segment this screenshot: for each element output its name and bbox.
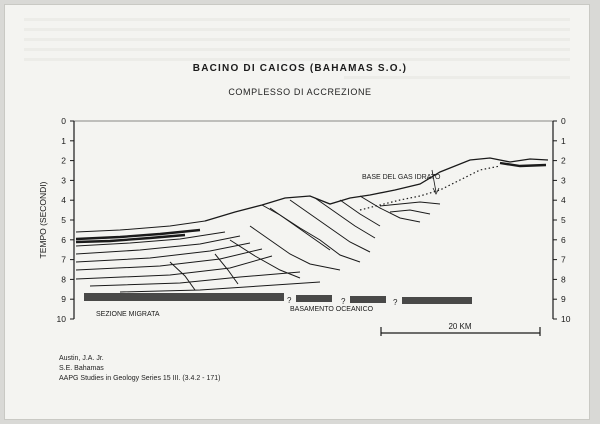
left-tick-label: 9 xyxy=(61,294,66,305)
gas-hydrate-label: BASE DEL GAS IDRATO xyxy=(362,174,441,181)
right-tick-label: 10 xyxy=(561,314,571,324)
thrust-sheet-line xyxy=(360,196,420,222)
scale-bar-label: 20 KM xyxy=(448,322,472,331)
question-mark-label: ? xyxy=(393,298,398,307)
figure-caption xyxy=(59,354,220,384)
oceanic-basement-label: BASAMENTO OCEANICO xyxy=(290,306,374,313)
right-tick-label: 5 xyxy=(561,215,566,225)
right-tick-label: 0 xyxy=(561,116,566,126)
left-tick-label: 10 xyxy=(56,314,66,324)
time-axis-label: TEMPO (SECONDI) xyxy=(38,181,48,259)
caption-region: S.E. Bahamas xyxy=(59,365,104,372)
left-tick-label: 4 xyxy=(61,195,66,206)
right-tick-label: 6 xyxy=(561,234,566,245)
left-tick-label: 7 xyxy=(61,254,66,265)
horizon-line xyxy=(380,202,440,206)
right-time-ticks xyxy=(553,116,571,324)
horizon-line xyxy=(390,210,430,214)
right-tick-label: 2 xyxy=(561,155,566,166)
oceanic-basement-band xyxy=(84,293,472,304)
fault-line xyxy=(170,262,195,290)
basement-hatch xyxy=(296,295,332,302)
migrated-section-label: SEZIONE MIGRATA xyxy=(96,311,160,318)
left-tick-label: 2 xyxy=(61,155,66,166)
right-tick-label: 7 xyxy=(561,254,566,265)
left-tick-label: 5 xyxy=(61,215,66,225)
left-time-ticks xyxy=(57,116,74,324)
caption-source: AAPG Studies in Geology Series 15 III. (3.4.2 - 171) xyxy=(59,375,221,382)
figure-title: BACINO DI CAICOS (BAHAMAS S.O.) xyxy=(192,63,408,74)
figure-subtitle: COMPLESSO DI ACCREZIONE xyxy=(228,87,372,97)
right-tick-label: 4 xyxy=(561,195,566,206)
left-tick-label: 3 xyxy=(61,175,66,186)
left-tick-label: 1 xyxy=(61,135,66,146)
basement-hatch xyxy=(402,297,472,304)
right-tick-label: 1 xyxy=(561,135,566,146)
thrust-sheet-line xyxy=(230,240,300,278)
thrust-sheet-line xyxy=(270,208,330,250)
basement-hatch xyxy=(350,296,386,303)
horizon-line xyxy=(90,272,300,286)
thrust-sheet-line xyxy=(262,205,360,262)
section-frame xyxy=(74,121,553,319)
question-mark-label: ? xyxy=(341,297,346,306)
left-tick-label: 8 xyxy=(61,274,66,285)
right-tick-label: 3 xyxy=(561,175,566,186)
left-tick-label: 0 xyxy=(61,116,66,126)
strong-reflectors xyxy=(76,163,546,242)
stratigraphy-lines xyxy=(76,158,548,292)
question-mark-label: ? xyxy=(287,296,292,305)
horizon-line xyxy=(76,256,272,279)
left-tick-label: 6 xyxy=(61,234,66,245)
reflector-band xyxy=(500,163,546,166)
basement-hatch xyxy=(84,293,284,301)
right-tick-label: 8 xyxy=(561,274,566,285)
caption-author: Austin, J.A. Jr. xyxy=(59,355,104,362)
thrust-sheet-line xyxy=(290,200,370,252)
right-tick-label: 9 xyxy=(561,294,566,305)
seafloor-line xyxy=(205,158,548,221)
